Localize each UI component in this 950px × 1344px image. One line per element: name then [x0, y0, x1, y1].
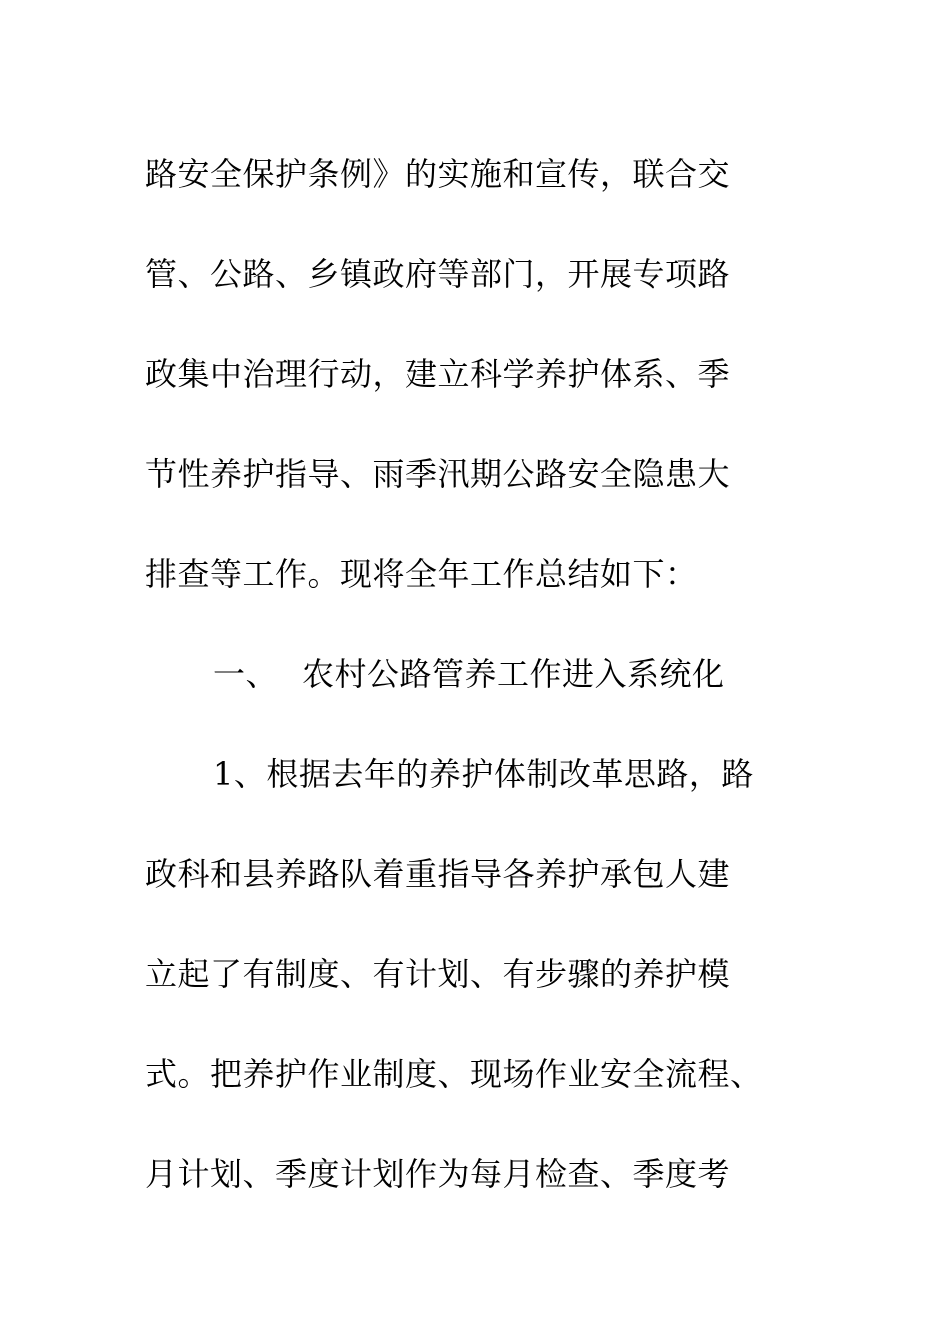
section-number: 一、	[213, 655, 279, 693]
item-line: 月计划、季度计划作为每月检查、季度考	[145, 1155, 731, 1193]
paragraph-line: 管、公路、乡镇政府等部门，开展专项路	[145, 255, 731, 293]
body-text	[145, 124, 825, 1224]
section-heading	[145, 624, 825, 724]
item-line: 政科和县养路队着重指导各养护承包人建	[145, 855, 731, 893]
paragraph-line: 路安全保护条例》的实施和宣传，联合交	[145, 155, 731, 193]
item-line: 1、根据去年的养护体制改革思路，路	[213, 755, 754, 793]
paragraph-line: 排查等工作。现将全年工作总结如下：	[145, 555, 698, 593]
section-title: 农村公路管养工作进入系统化	[302, 655, 725, 693]
item-line: 立起了有制度、有计划、有步骤的养护模	[145, 955, 731, 993]
item-line: 式。把养护作业制度、现场作业安全流程、	[145, 1055, 763, 1093]
paragraph-line: 节性养护指导、雨季汛期公路安全隐患大	[145, 455, 731, 493]
paragraph-line: 政集中治理行动，建立科学养护体系、季	[145, 355, 731, 393]
